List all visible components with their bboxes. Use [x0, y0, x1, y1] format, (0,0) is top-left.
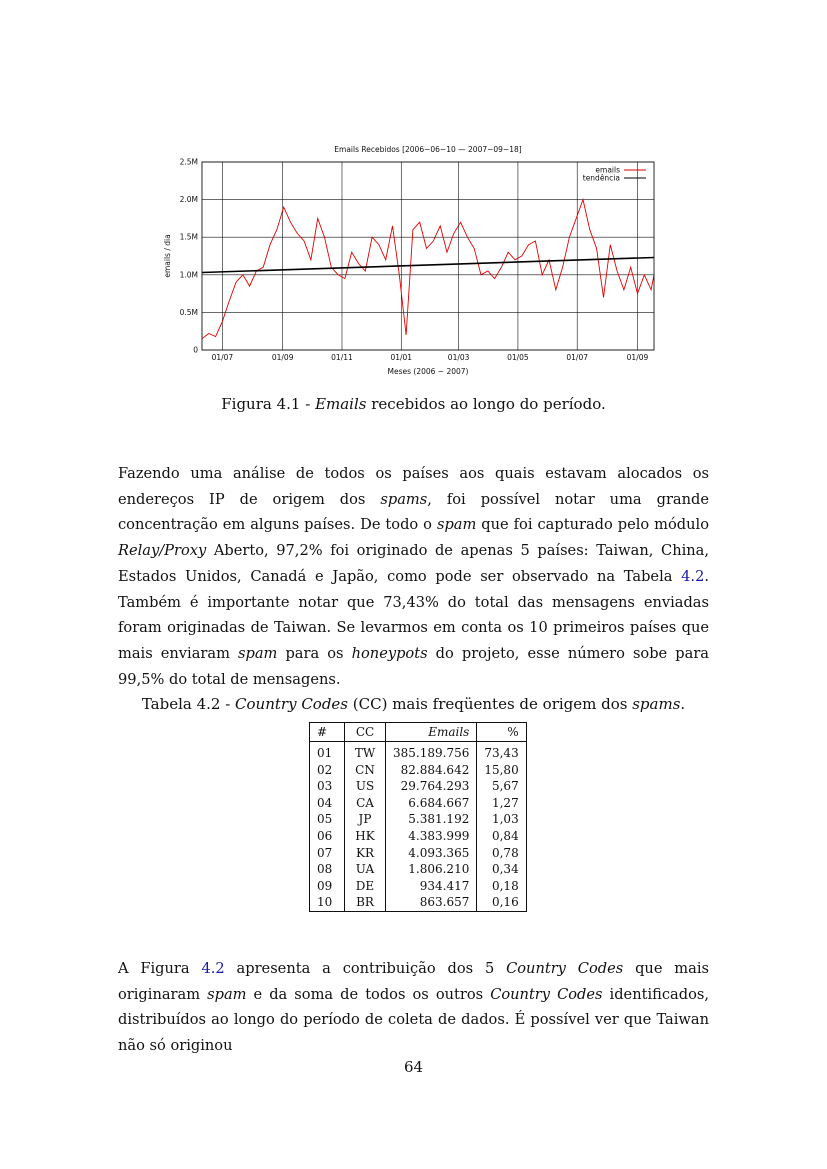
column-header-number: #: [310, 723, 345, 742]
cell-emails: 1.806.210: [386, 861, 477, 878]
y-tick-label: 2.0M: [179, 195, 198, 205]
cell-percent: 15,80: [477, 762, 526, 779]
x-tick-label: 01/05: [507, 353, 529, 362]
text-emphasis: spam: [207, 985, 247, 1003]
figure-caption-suffix: recebidos ao longo do período.: [366, 395, 606, 413]
cell-cc: US: [345, 778, 386, 795]
table-row: [310, 894, 527, 911]
column-header-emails: [386, 723, 477, 742]
table-header-row: [310, 723, 527, 742]
y-tick-label: 0.5M: [179, 307, 198, 317]
column-header-emails-text: Emails: [428, 724, 470, 739]
emails-chart: [150, 138, 670, 383]
series-line-tendencia: [202, 258, 654, 273]
table-caption: [118, 695, 709, 713]
y-tick-label: 1.0M: [179, 270, 198, 280]
text-emphasis: honeypots: [351, 644, 428, 662]
text-run: identificados, distribuídos ao longo do período de coleta de dados. É possível ver que Taiwan não só originou: [118, 985, 709, 1055]
series-line-emails: [202, 200, 654, 339]
cell-rank: 09: [310, 878, 345, 895]
text-run: para os: [277, 644, 352, 662]
cell-rank: 07: [310, 845, 345, 862]
figure-caption-emphasis: Emails: [315, 395, 367, 413]
table-caption-middle: (CC) mais freqüentes de origem dos: [348, 695, 633, 713]
x-tick-label: 01/01: [390, 353, 413, 362]
table-row: [310, 845, 527, 862]
table-row: [310, 742, 527, 762]
legend-label: tendência: [582, 173, 620, 183]
table-row: [310, 828, 527, 845]
table-row: [310, 878, 527, 895]
y-tick-label: 0: [193, 345, 198, 355]
figure-reference-link[interactable]: 4.2: [201, 960, 225, 977]
text-run: Aberto, 97,2% foi originado de apenas 5 países: Taiwan, China, Estados Unidos, Canadá e Japão, como pode ser observado na Tabela: [118, 542, 709, 585]
chart-xlabel: Meses (2006 − 2007): [387, 367, 469, 376]
x-tick-label: 01/09: [271, 353, 294, 362]
x-tick-label: 01/09: [626, 353, 649, 362]
chart-y-axis: [180, 158, 199, 355]
text-emphasis: spam: [436, 516, 477, 534]
text-run: que mais originaram: [118, 960, 709, 1003]
cell-emails: 6.684.667: [386, 795, 477, 812]
text-run: . Também é importante notar que 73,43% do total das mensagens enviadas foram originadas de Taiwan. Se levarmos em conta os 10 primeiros países que mais enviaram: [118, 567, 709, 662]
cell-rank: 02: [310, 762, 345, 779]
cell-rank: 04: [310, 795, 345, 812]
cell-rank: 01: [310, 742, 345, 762]
figure-caption-prefix: Figura 4.1 -: [221, 395, 316, 413]
text-emphasis: spams: [380, 490, 428, 508]
cell-emails: 4.093.365: [386, 845, 477, 862]
paragraph-country-analysis: [118, 461, 709, 692]
cell-emails: 934.417: [386, 878, 477, 895]
cell-rank: 03: [310, 778, 345, 795]
table-row: [310, 861, 527, 878]
country-codes-table: [309, 722, 527, 912]
text-run: , foi possível notar uma grande concentração em alguns países. De todo o: [118, 490, 709, 534]
chart-x-axis: [212, 353, 649, 362]
cell-rank: 05: [310, 811, 345, 828]
column-header-cc: CC: [345, 723, 386, 742]
cell-cc: HK: [345, 828, 386, 845]
table-row: [310, 811, 527, 828]
table-row: [310, 762, 527, 779]
cell-emails: 5.381.192: [386, 811, 477, 828]
cell-cc: UA: [345, 861, 386, 878]
cell-percent: 0,84: [477, 828, 526, 845]
cell-cc: TW: [345, 742, 386, 762]
table-row: [310, 778, 527, 795]
table-caption-end: .: [680, 695, 686, 713]
text-emphasis: spam: [238, 644, 278, 662]
page-number: 64: [403, 1058, 424, 1076]
x-tick-label: 01/03: [447, 353, 470, 362]
cell-cc: CN: [345, 762, 386, 779]
chart-title: Emails Recebidos [2006−06−10 — 2007−09−18]: [334, 145, 522, 154]
cell-emails: 385.189.756: [386, 742, 477, 762]
y-tick-label: 2.5M: [179, 157, 198, 167]
table-caption-emphasis: Country Codes: [235, 695, 349, 713]
text-run: e da soma de todos os outros: [246, 985, 491, 1003]
text-run: do projeto, esse número sobe para 99,5% do total de mensagens.: [118, 644, 709, 688]
table-caption-prefix: Tabela 4.2 -: [141, 695, 236, 713]
x-tick-label: 01/11: [331, 353, 353, 362]
cell-percent: 0,18: [477, 878, 526, 895]
cell-rank: 06: [310, 828, 345, 845]
cell-cc: DE: [345, 878, 386, 895]
cell-percent: 0,78: [477, 845, 526, 862]
text-run: que foi capturado pelo módulo: [476, 516, 709, 534]
cell-percent: 0,16: [477, 894, 526, 911]
cell-percent: 1,27: [477, 795, 526, 812]
cell-emails: 82.884.642: [386, 762, 477, 779]
cell-cc: CA: [345, 795, 386, 812]
cell-cc: JP: [345, 811, 386, 828]
column-header-percent: %: [477, 723, 526, 742]
cell-emails: 29.764.293: [386, 778, 477, 795]
cell-emails: 4.383.999: [386, 828, 477, 845]
cell-percent: 5,67: [477, 778, 526, 795]
cell-percent: 0,34: [477, 861, 526, 878]
x-tick-label: 01/07: [211, 353, 234, 362]
cell-cc: BR: [345, 894, 386, 911]
table-row: [310, 795, 527, 812]
table-caption-emphasis: spams: [632, 695, 681, 713]
y-tick-label: 1.5M: [179, 232, 198, 242]
cell-rank: 08: [310, 861, 345, 878]
legend-label: emails: [595, 165, 620, 175]
chart-legend: [583, 166, 646, 183]
cell-percent: 73,43: [477, 742, 526, 762]
chart-ylabel: emails / dia: [163, 234, 172, 278]
text-emphasis: Relay/Proxy: [118, 542, 207, 560]
cell-emails: 863.657: [386, 894, 477, 911]
cell-rank: 10: [310, 894, 345, 911]
text-emphasis: Country Codes: [506, 960, 624, 977]
text-emphasis: Country Codes: [490, 985, 603, 1003]
x-tick-label: 01/07: [566, 353, 589, 362]
chart-series-group: [202, 200, 654, 339]
cell-cc: KR: [345, 845, 386, 862]
table-reference-link[interactable]: 4.2: [681, 567, 705, 585]
text-run: A Figura: [118, 960, 202, 977]
figure-caption: [118, 395, 709, 413]
cell-percent: 1,03: [477, 811, 526, 828]
text-run: apresenta a contribuição dos 5: [224, 960, 507, 977]
text-run: Fazendo uma análise de todos os países aos quais estavam alocados os endereços IP de origem dos: [118, 465, 709, 508]
chart-plot-frame: [202, 162, 654, 350]
chart-grid: [202, 162, 654, 350]
paragraph-figure-reference: [118, 956, 709, 1059]
